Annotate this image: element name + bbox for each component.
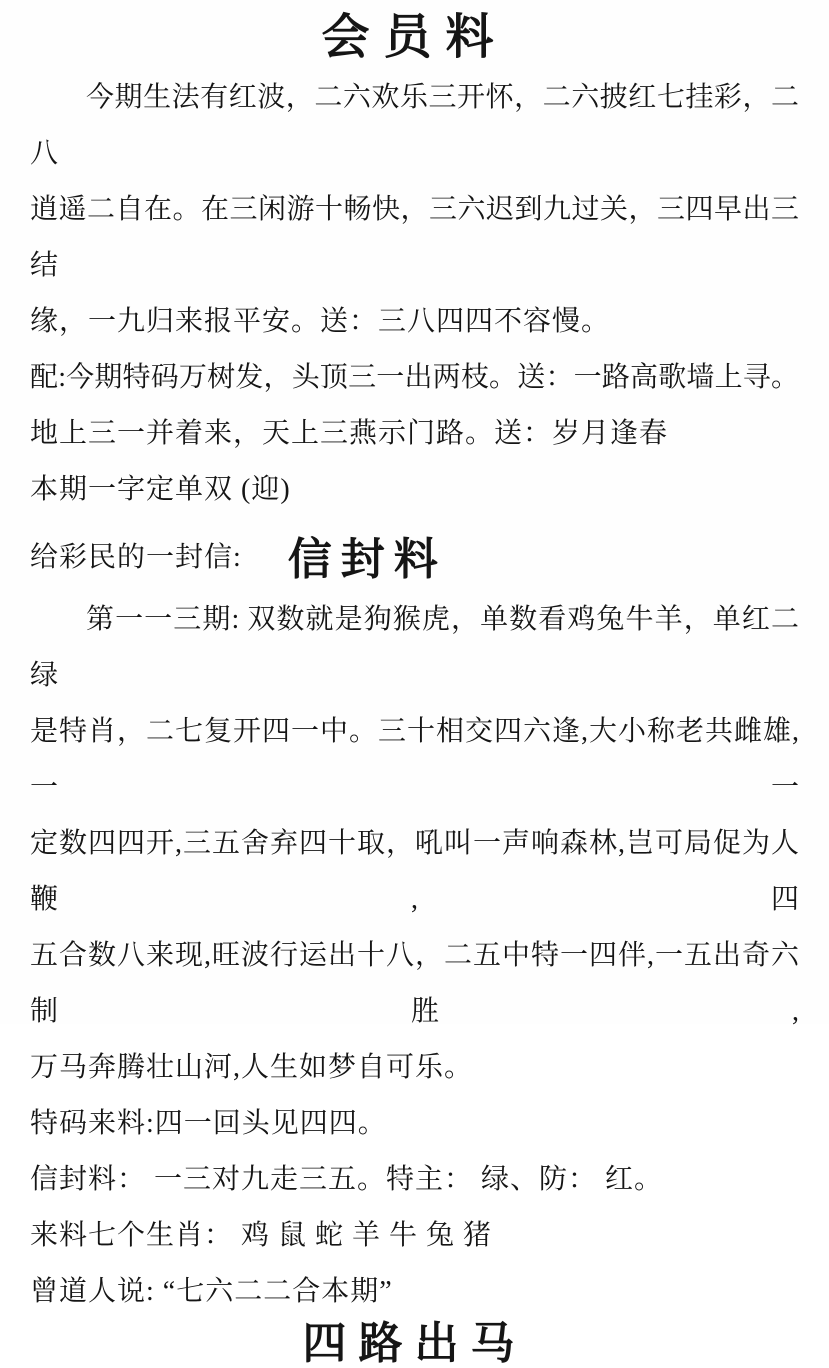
member-paragraph-line-3: 缘，一九归来报平安。送：三八四四不容慢。 [30, 306, 611, 337]
xinfeng-tip-line: 信封料： 一三对九走三五。特主： 绿、防： 红。 [30, 1164, 664, 1195]
envelope-paragraph-line-1: 第一一三期: 双数就是狗猴虎，单数看鸡兔牛羊，单红二绿 [30, 604, 799, 691]
di-tip-line: 地上三一并着来，天上三燕示门路。送：岁月逢春 [30, 418, 669, 449]
envelope-paragraph-line-5: 万马奔腾壮山河,人生如梦自可乐。 [30, 1052, 474, 1083]
envelope-paragraph-line-4: 五合数八来现,旺波行运出十八，二五中特一四伴,一五出奇六制胜, [30, 940, 799, 1027]
envelope-section-title: 信封料 [287, 535, 447, 584]
pei-tip-line: 配:今期特码万树发，头顶三一出两枝。送：一路高歌墙上寻。 [30, 362, 799, 393]
benqi-tip-line: 本期一字定单双 (迎) [30, 474, 291, 505]
envelope-paragraph-line-3: 定数四四开,三五舍弃四十取，吼叫一声响森林,岂可局促为人鞭,四 [30, 828, 799, 915]
member-paragraph-line-2: 逍遥二自在。在三闲游十畅快，三六迟到九过关，三四早出三结 [30, 194, 799, 281]
tema-tip-line: 特码来料:四一回头见四四。 [30, 1108, 387, 1139]
member-section-title: 会员料 [321, 11, 508, 64]
zengdaoren-quote-line: 曾道人说: “七六二二合本期” [30, 1276, 393, 1307]
shengxiao-tip-line: 来料七个生肖： 鸡 鼠 蛇 羊 牛 兔 猪 [30, 1220, 493, 1251]
member-paragraph-line-1: 今期生法有红波，二六欢乐三开怀，二六披红七挂彩，二八 [30, 82, 799, 169]
envelope-paragraph-line-2: 是特肖，二七复开四一中。三十相交四六逢,大小称老共雌雄,一一 [30, 716, 799, 803]
silu-chuma-section-title: 四路出马 [302, 1319, 527, 1368]
letter-intro-label: 给彩民的一封信: [30, 542, 242, 573]
envelope-section-header [30, 518, 799, 592]
